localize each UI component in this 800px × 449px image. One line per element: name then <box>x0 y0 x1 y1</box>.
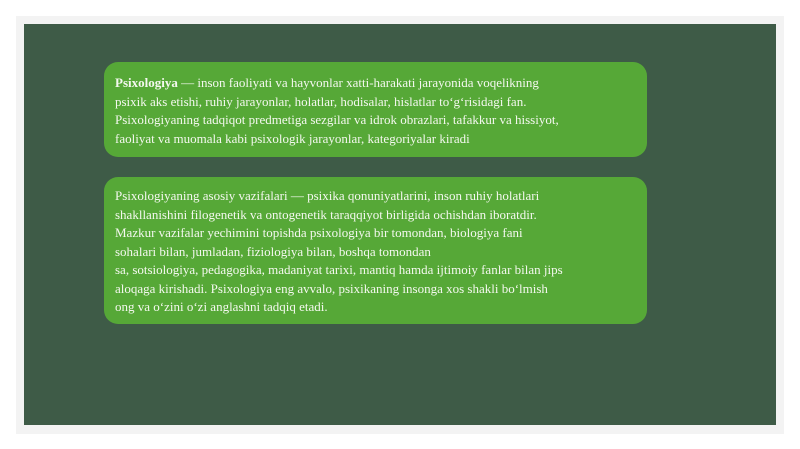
tasks-line-1: Psixologiyaning asosiy vazifalari — psixika qonuniyatlarini, inson ruhiy holatlari <box>115 188 540 203</box>
tasks-line-3: Mazkur vazifalar yechimini topishda psixologiya bir tomondan, biologiya fani <box>115 225 523 240</box>
definition-line-3: Psixologiyaning tadqiqot predmetiga sezgilar va idrok obrazlari, tafakkur va hissiyot, <box>115 112 559 127</box>
definition-line-1-text: — inson faoliyati va hayvonlar xatti-harakati jarayonida voqelikning <box>177 75 539 90</box>
tasks-line-5: sa, sotsiologiya, pedagogika, madaniyat tarixi, mantiq hamda ijtimoiy fanlar bilan jips <box>115 262 563 277</box>
definition-line-2: psixik aks etishi, ruhiy jarayonlar, holatlar, hodisalar, hislatlar to‘g‘risidagi fan. <box>115 93 527 109</box>
tasks-line-4: sohalari bilan, jumladan, fiziologiya bilan, boshqa tomondan <box>115 243 431 259</box>
tasks-line-6: aloqaga kirishadi. Psixologiya eng avvalo, psixikaning insonga xos shakli bo‘lmish <box>115 280 548 296</box>
definition-line-1 <box>115 74 637 93</box>
definition-line-4: faoliyat va muomala kabi psixologik jarayonlar, kategoriyalar kiradi <box>115 130 470 146</box>
tasks-line-2: shakllanishini filogenetik va ontogenetik taraqqiyot birligida ochishdan iboratdir. <box>115 206 537 222</box>
tasks-line-7: ong va o‘zini o‘zi anglashni tadqiq etadi. <box>115 299 328 314</box>
tasks-card <box>104 177 647 324</box>
definition-term: Psixologiya <box>115 75 178 90</box>
slide <box>24 24 776 425</box>
definition-card <box>104 62 647 157</box>
